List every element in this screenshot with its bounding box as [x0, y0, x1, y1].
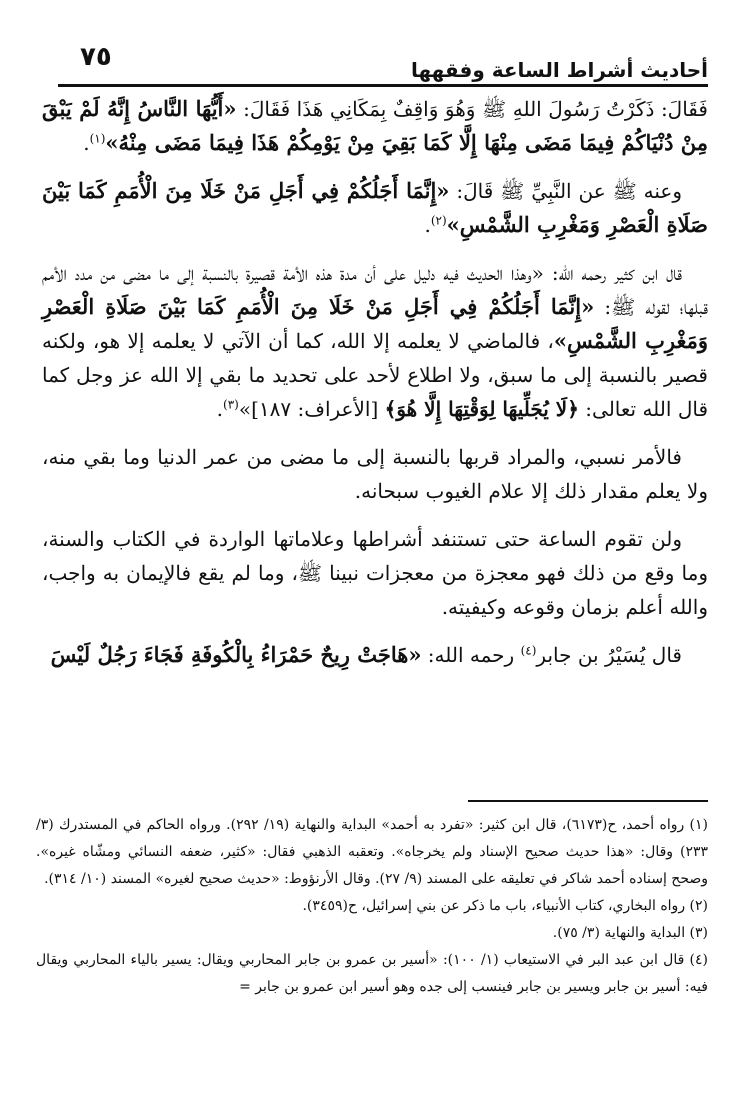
paragraph-3-tail: [الأعراف: ١٨٧]»	[238, 397, 385, 421]
footnotes	[36, 812, 708, 1001]
paragraph-2: وعنه ﷺ عن النَّبِيِّ ﷺ قَالَ: «إِنَّمَا أَجَلُكُمْ فِي أَجَلِ مَنْ خَلَا مِنَ الْأُمَمِ كَمَا بَيْنَ صَلَاةِ الْعَصْرِ وَمَغْرِبِ الشَّمْسِ»$^{(٢)}$.	[42, 178, 708, 237]
paragraph-1: فَقَالَ: ذَكَرْتُ رَسُولَ اللهِ ﷺ وَهُوَ وَاقِفٌ بِمَكَانِي هَذَا فَقَالَ: «أَيُّهَا النَّاسُ إِنَّهُ لَمْ يَبْقَ مِنْ دُنْيَاكُمْ فِيمَا مَضَى مِنْهَا إِلَّا كَمَا بَقِيَ مِنْ يَوْمِكُمْ هَذَا فِيمَا مَضَى مِنْهُ»$^{(١)}$.	[42, 96, 708, 155]
main-text	[42, 92, 708, 686]
footnote-4: (٤) قال ابن عبد البر في الاستيعاب (١/ ١٠٠): «أسير بن عمرو بن جابر المحاربي ويقال: يسير بالياء المحاربي ويقال فيه: أسير بن جابر ويسير بن جابر فينسب إلى جده وهو أسير ابن عمرو بن جابر =	[36, 952, 708, 995]
paragraph-4: فالأمر نسبي، والمراد قربها بالنسبة إلى ما مضى من عمر الدنيا وما بقي منه، ولا يعلم مقدار ذلك إلا علام الغيوب سبحانه.	[42, 445, 708, 503]
footnote-ref-4: (٤)	[520, 643, 537, 658]
header-title: أحاديث أشراط الساعة وفقهها	[410, 58, 708, 82]
paragraph-6-mid: رحمه الله:	[421, 643, 521, 667]
paragraph-6	[42, 638, 708, 672]
paragraph-6-lead: قال يُسَيْرُ بن جابر	[536, 643, 682, 667]
footnote-ref-1: (١)	[89, 131, 106, 146]
hadith-quote-4: «هَاجَتْ رِيحٌ حَمْرَاءُ بِالْكُوفَةِ فَجَاءَ رَجُلٌ لَيْسَ	[50, 642, 422, 667]
quran-ayah: ﴿لَا يُجَلِّيهَا لِوَقْتِهَا إِلَّا هُوَ﴾	[384, 397, 579, 421]
footnote-1: (١) رواه أحمد، ح(٦١٧٣)، قال ابن كثير: «تفرد به أحمد» البداية والنهاية (١٩/ ٢٩٢). ورواه الحاكم في المستدرك (٣/ ٢٣٣) وقال: «هذا حديث صحيح الإسناد ولم يخرجاه». وتعقبه الذهبي فقال: «كثير، ضعفه النسائي ومشّاه غيره». وصحح إسناده أحمد شاكر في تعليقه على المسند (٩/ ٢٧). وقال الأرنؤوط: «حديث صحيح لغيره» المسند (١٠/ ٣١٤).	[36, 817, 709, 887]
page-number: ٧٥	[80, 42, 112, 72]
footnote-ref-3: (٣)	[223, 397, 239, 412]
paragraph-1-lead: فَقَالَ: ذَكَرْتُ رَسُولَ اللهِ ﷺ وَهُوَ وَاقِفٌ بِمَكَانِي هَذَا فَقَالَ:	[236, 97, 708, 121]
footnote-3: (٣) البداية والنهاية (٣/ ٧٥).	[552, 925, 708, 941]
footnote-ref-2: (٢)	[430, 213, 447, 228]
hadith-quote-1: «أَيُّهَا النَّاسُ إِنَّهُ لَمْ يَبْقَ مِنْ دُنْيَاكُمْ فِيمَا مَضَى مِنْهَا إِلَّا كَمَا بَقِيَ مِنْ يَوْمِكُمْ هَذَا فِيمَا مَضَى مِنْهُ»	[42, 96, 708, 155]
footnote-2: (٢) رواه البخاري، كتاب الأنبياء، باب ما ذكر عن بني إسرائيل، ح(٣٤٥٩).	[302, 898, 708, 914]
paragraph-3: قال ابن كثير رحمه الله: «وهذا الحديث فيه دليل على أن مدة هذه الأمة قصيرة بالنسبة إلى ما مضى من مدد الأمم قبلها؛ لقوله ﷺ: «إِنَّمَا أَجَلُكُمْ فِي أَجَلِ مَنْ خَلَا مِنَ الْأُمَمِ كَمَا بَيْنَ صَلَاةِ الْعَصْرِ وَمَغْرِبِ الشَّمْسِ»، فالماضي لا يعلمه إلا الله، كما أن الآتي لا يعلمه إلا هو، ولكنه قصير بالنسبة إلى ما سبق، ولا اطلاع لأحد على تحديد ما بقي إلا الله عز وجل كما قال الله تعالى: ﴿لَا يُجَلِّيهَا لِوَقْتِهَا إِلَّا هُوَ﴾ [الأعراف: ١٨٧]»$^{(٣)}$.	[42, 261, 709, 421]
paragraph-2-lead: وعنه ﷺ عن النَّبِيِّ ﷺ قَالَ:	[449, 179, 683, 203]
hadith-quote-3: «إِنَّمَا أَجَلُكُمْ فِي أَجَلِ مَنْ خَلَا مِنَ الْأُمَمِ كَمَا بَيْنَ صَلَاةِ الْعَصْرِ وَمَغْرِبِ الشَّمْسِ»	[42, 294, 708, 353]
footnote-divider	[468, 800, 708, 802]
paragraph-3-mid: ، فالماضي لا يعلمه إلا الله، كما أن الآتي لا يعلمه إلا هو، ولكنه قصير بالنسبة إلى ما سبق، ولا اطلاع لأحد على تحديد ما بقي إلا الله عز وجل كما قال الله تعالى:	[42, 329, 708, 421]
hadith-quote-2: «إِنَّمَا أَجَلُكُمْ فِي أَجَلِ مَنْ خَلَا مِنَ الْأُمَمِ كَمَا بَيْنَ صَلَاةِ الْعَصْرِ وَمَغْرِبِ الشَّمْسِ»	[42, 178, 708, 237]
paragraph-3-lead: قال ابن كثير رحمه الله: «وهذا الحديث فيه دليل على أن مدة هذه الأمة قصيرة بالنسبة إلى ما مضى من مدد الأمم قبلها؛ لقوله ﷺ:	[42, 261, 709, 319]
paragraph-5: ولن تقوم الساعة حتى تستنفد أشراطها وعلاماتها الواردة في الكتاب والسنة، وما وقع من ذلك فهو معجزة من معجزات نبينا ﷺ، وما لم يقع فالإيمان به واجب، والله أعلم بزمان وقوعه وكيفيته.	[42, 527, 708, 619]
running-header	[58, 38, 708, 87]
